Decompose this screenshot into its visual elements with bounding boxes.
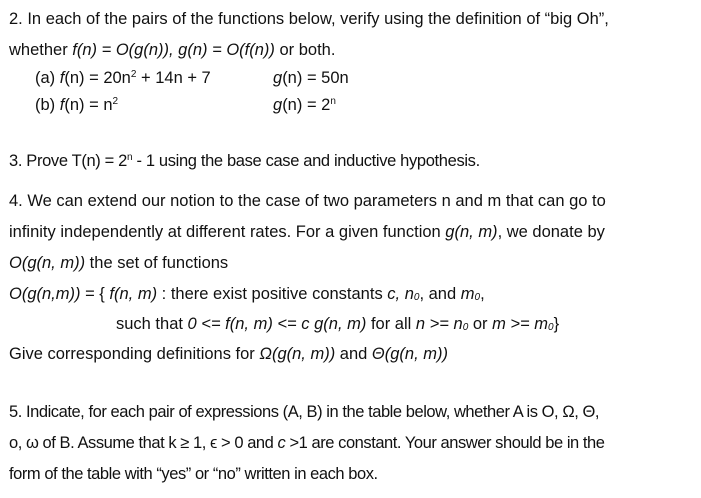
pair-a-g [273,68,349,88]
q5-line-3: form of the table with “yes” or “no” written in each box. [9,465,378,483]
q4-close-brace: } [553,315,560,333]
pair-b-g-sup: n [330,96,336,107]
q4-line3-set: O(g(n, m)) [9,254,86,272]
q4-line-2 [9,222,605,242]
q4-line-1: 4. We can extend our notion to the case of two parameters n and m that can go to [9,192,606,210]
q4-def-sub-m0: 0 [474,292,481,303]
pair-a-f-name: f [59,69,65,87]
q3-pre: 3. Prove T(n) = 2 [9,152,128,170]
q5-line2-pre: o, ω of B. Assume that k ≥ 1, ϵ > 0 and [9,434,278,452]
q4-line-4 [9,284,485,304]
q5-line-2 [9,433,605,453]
pair-b-g [273,95,336,115]
pair-b-f-sup: 2 [112,96,119,107]
pair-a-f-expr: (n) = 20n [64,69,131,87]
q3-sup: n [127,152,133,163]
q4-n-cond: n >= n [415,315,463,333]
q5-line2-post: >1 are constant. Your answer should be in the [285,434,605,452]
q5-line-1: 5. Indicate, for each pair of expressions (A, B) in the table below, whether A is O, Ω, Θ, [9,403,599,421]
q4-line2-pre: infinity independently at different rates. For a given function [9,223,446,241]
q4-line-3 [9,253,228,273]
q2-line-2 [9,40,335,60]
q3-post: - 1 using the base case and inductive hypothesis. [132,152,480,170]
q4-def-comma: , [480,285,485,303]
q4-m0-sub: 0 [548,322,554,333]
pair-b-f-expr: (n) = n [64,96,113,114]
pair-b-f-name: f [59,96,65,114]
q4-such-that: such that [116,315,188,333]
pair-b-g-expr: (n) = 2 [282,96,331,114]
q4-line2-func: g(n, m) [445,223,498,241]
q4-n0-sub: 0 [462,322,469,333]
q4-def-lhs: O(g(n,m)) [9,285,81,303]
q4-line2-post: , we donate by [497,223,605,241]
q2-pair-a [35,68,675,88]
pair-a-label: (a) [35,69,60,87]
q4-line3-post: the set of functions [85,254,229,272]
q4-or: or [468,315,493,333]
pair-a-f-expr-post: + 14n + 7 [136,69,211,87]
pair-b-g-name: g [273,96,283,114]
q4-for-all: for all [366,315,416,333]
q5-c: c [277,434,286,452]
q4-line-6 [9,344,448,364]
q2-line2-formula: f(n) = O(g(n)), g(n) = O(f(n)) [72,41,275,59]
q4-give-defs: Give corresponding definitions for [9,345,260,363]
q4-and: and [335,345,372,363]
q4-def-text: : there exist positive constants [157,285,388,303]
q4-theta: Θ(g(n, m)) [371,345,448,363]
pair-a-g-expr: (n) = 50n [282,69,349,87]
q4-m-cond: m >= m [492,315,549,333]
pair-b-label: (b) [35,96,60,114]
q4-line-5 [116,314,559,334]
q4-def-and: , and [419,285,461,303]
q4-def-consts: c, n [387,285,414,303]
q2-line2-prefix: whether [9,41,73,59]
q3-line [9,151,480,171]
pair-a-g-name: g [273,69,283,87]
q4-def-f: f(n, m) [109,285,158,303]
pair-a-f-sup: 2 [130,69,137,80]
q4-inequality: 0 <= f(n, m) <= c g(n, m) [187,315,367,333]
q4-omega: Ω(g(n, m)) [259,345,336,363]
q4-def-sub-n0: 0 [413,292,420,303]
q2-line2-suffix: or both. [274,41,336,59]
q4-def-m: m [460,285,475,303]
q2-line-1: 2. In each of the pairs of the functions below, verify using the definition of “big Oh”, [9,10,609,28]
q4-def-eq: = { [80,285,110,303]
q2-pair-b [35,95,675,115]
